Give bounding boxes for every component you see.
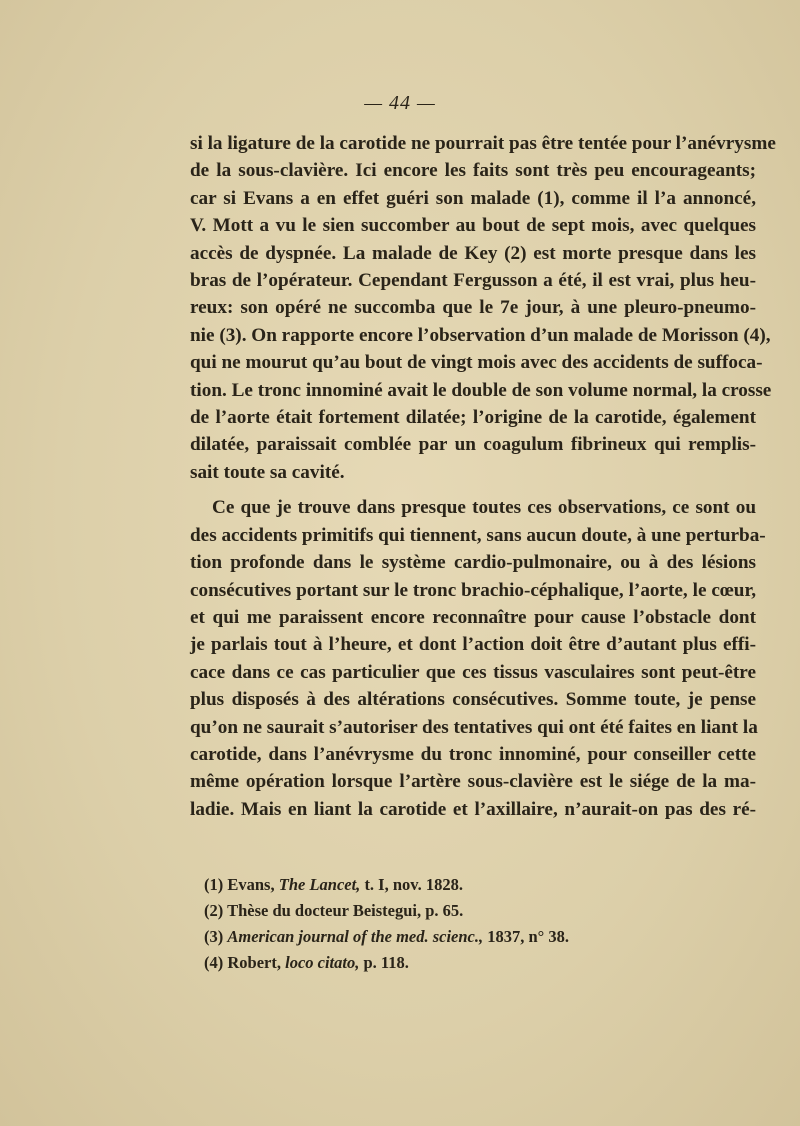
text-line: car si Evans a en effet guéri son malade (1), comme il l’a annoncé, <box>190 187 756 209</box>
text-line: sait toute sa cavité. <box>190 461 345 483</box>
footnote-text: p. 118. <box>363 953 409 972</box>
text-line: V. Mott a vu le sien succomber au bout de sept mois, avec quelques <box>190 215 756 237</box>
footnote-number: (4) <box>204 953 224 972</box>
text-line: je parlais tout à l’heure, et dont l’action doit être d’autant plus effi- <box>190 634 756 656</box>
text-line: et qui me paraissent encore reconnaître pour cause l’obstacle dont <box>190 606 756 628</box>
footnote-3 <box>204 924 724 950</box>
text-line: qu’on ne saurait s’autoriser des tentatives qui ont été faites en liant la <box>190 716 758 738</box>
footnote-number: (2) <box>204 901 224 920</box>
text-line: qui ne mourut qu’au bout de vingt mois avec des accidents de suffoca- <box>190 352 763 374</box>
text-line: Ce que je trouve dans presque toutes ces observations, ce sont ou <box>212 497 756 519</box>
text-line: consécutives portant sur le tronc brachio-céphalique, l’aorte, le cœur, <box>190 579 756 601</box>
footnote-italic: loco citato, <box>285 953 360 972</box>
text-line: même opération lorsque l’artère sous-clavière est le siége de la ma- <box>190 771 756 793</box>
paragraph-1 <box>190 130 776 486</box>
text-line: reux: son opéré ne succomba que le 7e jour, à une pleuro-pneumo- <box>190 297 756 319</box>
text-line: de l’aorte était fortement dilatée; l’origine de la carotide, également <box>190 407 756 429</box>
footnote-italic: The Lancet, <box>278 875 361 894</box>
text-line: bras de l’opérateur. Cependant Fergusson a été, il est vrai, plus heu- <box>190 270 756 292</box>
paragraph-2 <box>190 494 766 823</box>
footnote-text: Evans, <box>227 875 275 894</box>
text-line: tion. Le tronc innominé avait le double de son volume normal, la crosse <box>190 379 772 401</box>
text-line: tion profonde dans le système cardio-pulmonaire, ou à des lésions <box>190 552 756 574</box>
footnote-2 <box>204 898 724 924</box>
text-line: ladie. Mais en liant la carotide et l’axillaire, n’aurait-on pas des ré- <box>190 798 756 820</box>
page-number: — 44 — <box>364 92 436 114</box>
footnote-italic: American journal of the med. scienc., <box>227 927 484 946</box>
main-text <box>190 130 776 823</box>
footnote-text: Robert, <box>227 953 281 972</box>
text-line: cace dans ce cas particulier que ces tissus vasculaires sont peut-être <box>190 661 756 683</box>
text-line: accès de dyspnée. La malade de Key (2) est morte presque dans les <box>190 242 756 264</box>
text-line: des accidents primitifs qui tiennent, sans aucun doute, à une perturba- <box>190 524 766 546</box>
footnote-number: (1) <box>204 875 224 894</box>
footnote-text: Thèse du docteur Beistegui, p. 65. <box>227 901 464 920</box>
footnote-4 <box>204 950 724 976</box>
footnote-text: 1837, n° 38. <box>487 927 570 946</box>
text-line: nie (3). On rapporte encore l’observation d’un malade de Morisson (4), <box>190 324 771 346</box>
text-line: dilatée, paraissait comblée par un coagulum fibrineux qui remplis- <box>190 434 756 456</box>
footnotes <box>204 872 724 976</box>
footnote-text: t. I, nov. 1828. <box>364 875 463 894</box>
text-line: plus disposés à des altérations consécutives. Somme toute, je pense <box>190 689 756 711</box>
text-line: carotide, dans l’anévrysme du tronc innominé, pour conseiller cette <box>190 743 756 765</box>
text-line: de la sous-clavière. Ici encore les faits sont très peu encourageants; <box>190 160 756 182</box>
footnote-number: (3) <box>204 927 224 946</box>
text-line: si la ligature de la carotide ne pourrait pas être tentée pour l’anévrysme <box>190 133 776 154</box>
footnote-1 <box>204 872 724 898</box>
